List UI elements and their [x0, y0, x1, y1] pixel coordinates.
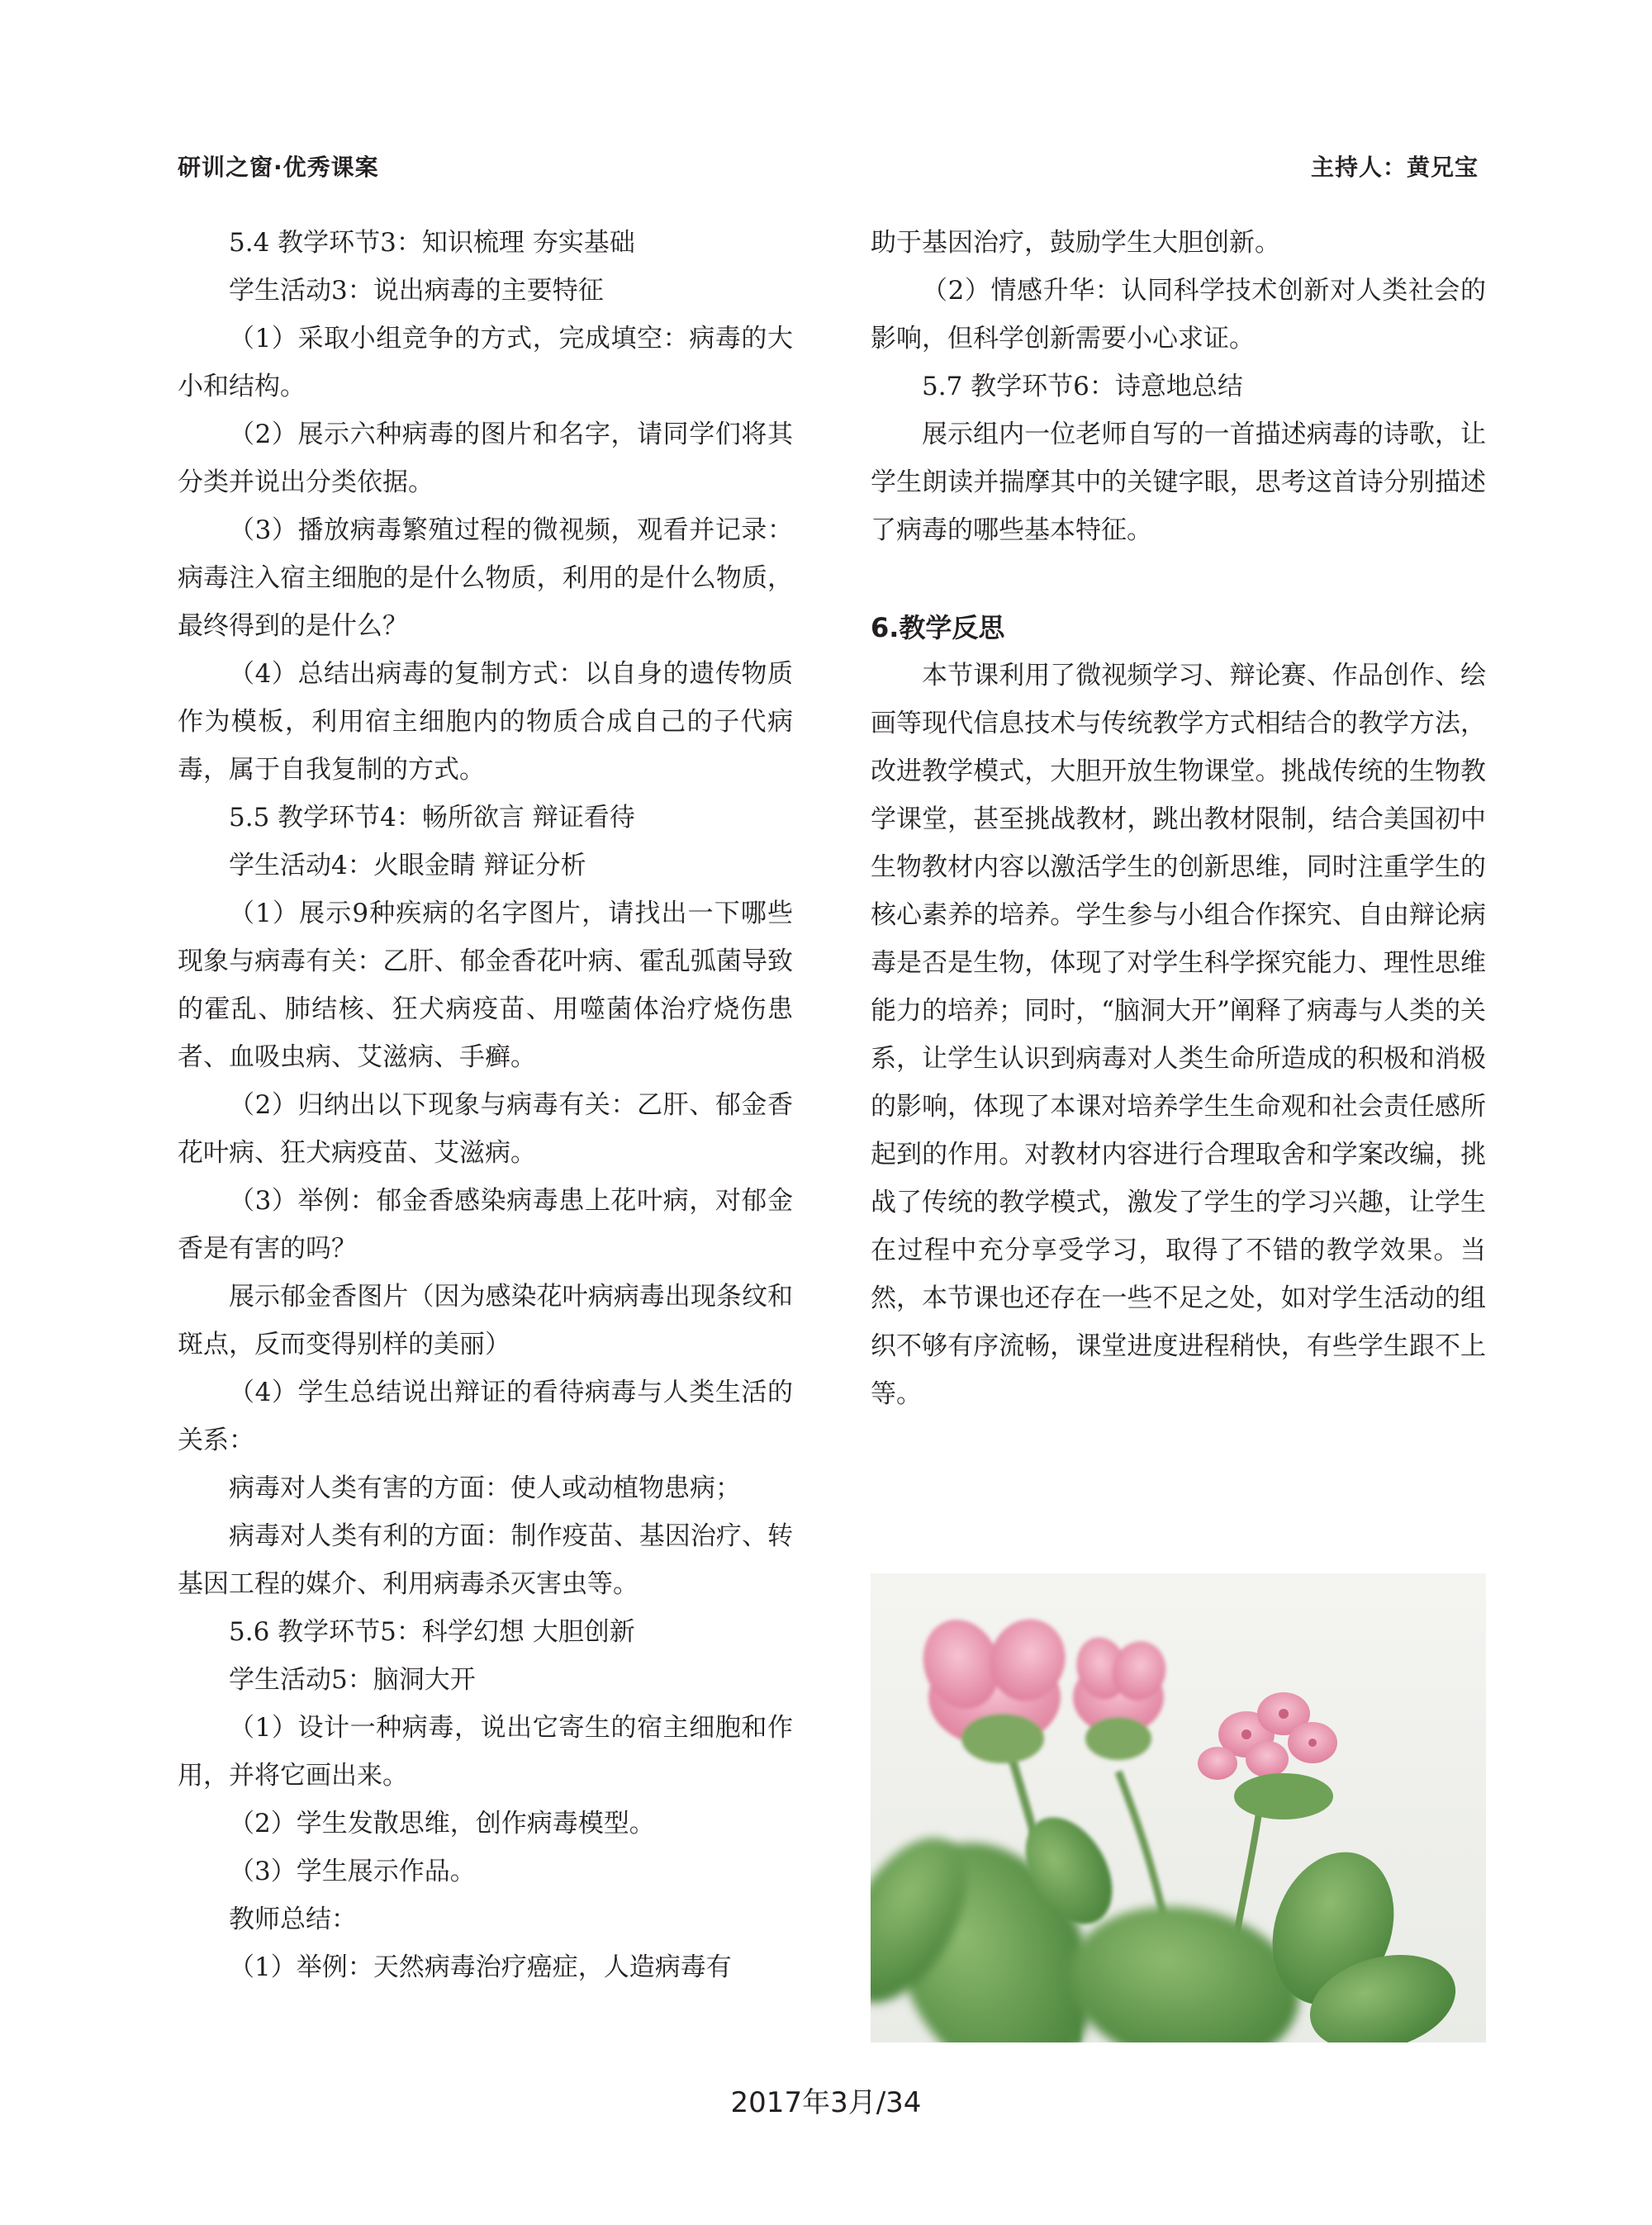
- paragraph: （2）展示六种病毒的图片和名字，请同学们将其分类并说出分类依据。: [178, 420, 793, 497]
- paragraph: （1）设计一种病毒，说出它寄生的宿主细胞和作用，并将它画出来。: [178, 1713, 793, 1791]
- paragraph: （1）展示9种疾病的名字图片，请找出一下哪些现象与病毒有关：乙肝、郁金香花叶病、霍乱弧菌导致的霍乱、肺结核、狂犬病疫苗、用噬菌体治疗烧伤患者、血吸虫病、艾滋病、手癣。: [178, 899, 793, 1072]
- paragraph: 展示郁金香图片（因为感染花叶病病毒出现条纹和斑点，反而变得别样的美丽）: [178, 1282, 793, 1359]
- section-heading: 6.教学反思: [871, 612, 1005, 643]
- paragraph: （3）学生展示作品。: [229, 1857, 476, 1886]
- paragraph: （4）总结出病毒的复制方式：以自身的遗传物质作为模板，利用宿主细胞内的物质合成自己的子代病毒，属于自我复制的方式。: [178, 659, 793, 785]
- paragraph: 学生活动3：说出病毒的主要特征: [229, 276, 604, 306]
- paragraph: （4）学生总结说出辩证的看待病毒与人类生活的关系：: [178, 1378, 793, 1455]
- paragraph: （1）采取小组竞争的方式，完成填空：病毒的大小和结构。: [178, 324, 793, 401]
- right-column: [871, 219, 1486, 1418]
- paragraph: （2）归纳出以下现象与病毒有关：乙肝、郁金香花叶病、狂犬病疫苗、艾滋病。: [178, 1090, 793, 1168]
- paragraph: （2）情感升华：认同科学技术创新对人类社会的影响，但科学创新需要小心求证。: [871, 276, 1486, 353]
- paragraph: 5.6 教学环节5：科学幻想 大胆创新: [229, 1617, 635, 1647]
- paragraph: 助于基因治疗，鼓励学生大胆创新。: [871, 228, 1280, 258]
- paragraph: （2）学生发散思维，创作病毒模型。: [229, 1809, 655, 1838]
- paragraph: 本节课利用了微视频学习、辩论赛、作品创作、绘画等现代信息技术与传统教学方式相结合的教学方法，改进教学模式，大胆开放生物课堂。挑战传统的生物教学课堂，甚至挑战教材，跳出教材限制，结合美国初中生物教材内容以激活学生的创新思维，同时注重学生的核心素养的培养。学生参与小组合作探究、自由辩论病毒是否是生物，体现了对学生科学探究能力、理性思维能力的培养；同时，“脑洞大开”阐释了病毒与人类的关系，让学生认识到病毒对人类生命所造成的积极和消极的影响，体现了本课对培养学生生命观和社会责任感所起到的作用。对教材内容进行合理取舍和学案改编，挑战了传统的教学模式，激发了学生的学习兴趣，让学生在过程中充分享受学习，取得了不错的教学效果。当然，本节课也还存在一些不足之处，如对学生活动的组织不够有序流畅，课堂进度进程稍快，有些学生跟不上等。: [871, 661, 1486, 1409]
- paragraph: 学生活动4：火眼金睛 辩证分析: [229, 851, 586, 880]
- page-footer-date-number: 2017年3月/34: [730, 2086, 922, 2119]
- paragraph: （1）举例：天然病毒治疗癌症，人造病毒有: [229, 1952, 732, 1982]
- column-host: 主持人：黄兄宝: [1310, 154, 1479, 181]
- paragraph: 5.5 教学环节4：畅所欲言 辩证看待: [229, 803, 635, 833]
- kalanchoe-flower-photo: [871, 1573, 1486, 2042]
- left-column: [178, 219, 793, 1991]
- journal-section-title: 研训之窗·优秀课案: [178, 154, 379, 181]
- paragraph: 5.7 教学环节6：诗意地总结: [922, 372, 1243, 401]
- paragraph: （3）举例：郁金香感染病毒患上花叶病，对郁金香是有害的吗？: [178, 1186, 793, 1264]
- paragraph: 展示组内一位老师自写的一首描述病毒的诗歌，让学生朗读并揣摩其中的关键字眼，思考这首诗分别描述了病毒的哪些基本特征。: [871, 420, 1486, 545]
- paragraph: 病毒对人类有利的方面：制作疫苗、基因治疗、转基因工程的媒介、利用病毒杀灭害虫等。: [178, 1521, 793, 1599]
- paragraph: 5.4 教学环节3：知识梳理 夯实基础: [229, 228, 635, 258]
- paragraph: 病毒对人类有害的方面：使人或动植物患病；: [229, 1473, 741, 1503]
- paragraph: （3）播放病毒繁殖过程的微视频，观看并记录：病毒注入宿主细胞的是什么物质，利用的是什么物质，最终得到的是什么？: [178, 515, 793, 641]
- paragraph: 学生活动5：脑洞大开: [229, 1665, 476, 1695]
- paragraph: 教师总结：: [229, 1905, 357, 1934]
